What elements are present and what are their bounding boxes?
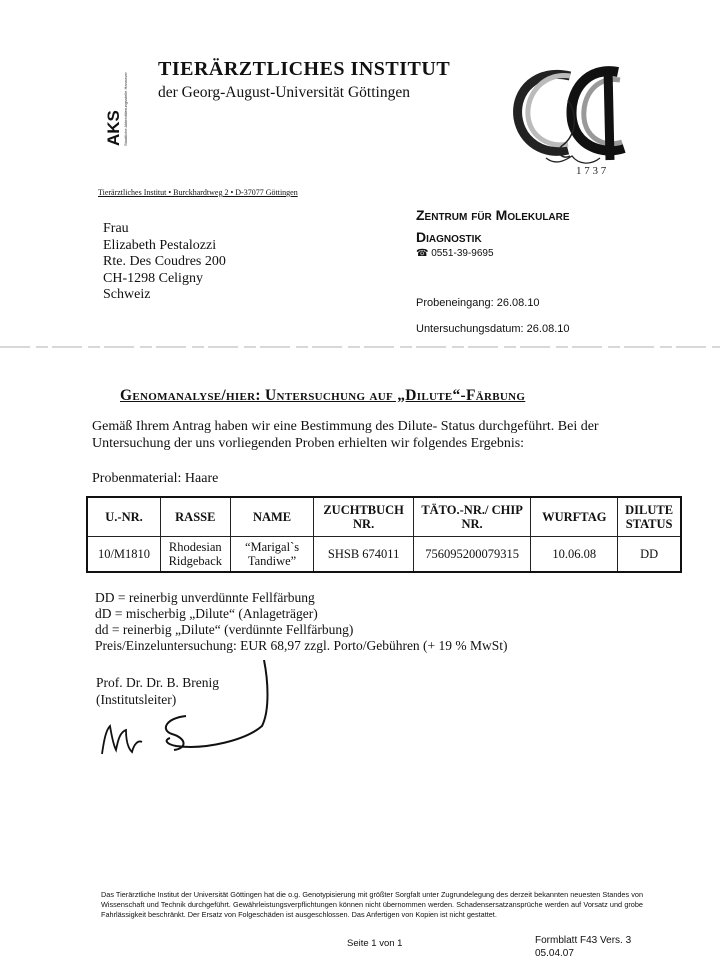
table-row [87,537,681,573]
handwritten-signatures [96,660,296,760]
institute-title: TIERÄRZTLICHES INSTITUT [158,58,451,80]
aks-logo-text: AKS [104,110,123,146]
signatory-role: (Institutsleiter) [96,692,177,707]
phone-icon: ☎ [416,248,429,259]
recipient-country: Schweiz [103,287,151,302]
form-name: Formblatt F43 Vers. 3 [535,935,632,946]
col-header-name: NAME [230,497,314,537]
form-version [535,934,631,960]
probenmaterial: Probenmaterial: Haare [92,471,219,486]
col-header-wurftag: WURFTAG [531,497,618,537]
cell-wurftag: 10.06.08 [531,537,618,573]
table-header-row [87,497,681,537]
form-date: 05.04.07 [535,948,574,959]
col-header-rasse: RASSE [161,497,231,537]
center-name [416,204,570,248]
cell-dilute: DD [618,537,681,573]
document-heading: Genomanalyse/hier: Untersuchung auf „Dilute“-Färbung [120,387,526,404]
page-number: Seite 1 von 1 [347,938,403,949]
recipient-street: Rte. Des Coudres 200 [103,254,226,269]
recipient-city: CH-1298 Celigny [103,271,203,286]
intro-paragraph: Gemäß Ihrem Antrag haben wir eine Bestimmung des Dilute- Status durchgeführt. Bei der Untersuchung der uns vorliegenden Proben erhielten wir folgendes Ergebnis: [92,419,599,451]
col-header-chip: TÄTO.-NR./ CHIP NR. [413,497,531,537]
recipient-name: Elizabeth Pestalozzi [103,238,217,253]
cell-chip: 756095200079315 [413,537,531,573]
signatory-name: Prof. Dr. Dr. B. Brenig [96,675,219,690]
untersuchungsdatum: Untersuchungsdatum: 26.08.10 [416,323,570,335]
institute-subtitle: der Georg-August-Universität Göttingen [158,84,410,101]
probeneingang-date: Probeneingang: 26.08.10 [416,297,540,309]
fold-line [0,345,720,349]
col-header-dilute: DILUTE STATUS [618,497,681,537]
disclaimer-text: Das Tierärztliche Institut der Universität Göttingen hat die o.g. Genotypisierung mit größter Sorgfalt unter Zugrundelegung des derzeit bekannten neuesten Standes von Wissenschaft und Technik durchgeführt. Gewährleistungsverpflichtungen können nicht übernommen werden. Schadensersatzansprüche werden auf Vorsatz und grobe Fahrlässigkeit beschränkt. Der Ersatz von Folgeschäden ist ausgeschlossen. Das Anfertigen von Kopien ist nicht gestattet. [101,890,643,919]
legend-dd-lower: dd = reinerbig „Dilute“ (verdünnte Fellfärbung) [95,622,354,637]
center-line-2: Diagnostik [416,229,482,245]
cell-rasse: Rhodesian Ridgeback [161,537,231,573]
university-seal-logo [508,60,643,178]
center-line-1: Zentrum für Molekulare [416,207,570,223]
seal-year: 1 7 3 7 [576,165,607,177]
phone-number: 0551-39-9695 [431,248,494,259]
center-phone [416,248,494,259]
sender-address-line: Tierärztliches Institut • Burckhardtweg 2 • D-37077 Göttingen [98,188,298,197]
recipient-salutation: Frau [103,221,129,236]
cell-name: “Marigal`s Tandiwe” [230,537,314,573]
aks-small-text: Staatliche Akkreditierungsstelle Hannover [123,72,128,146]
col-header-unr: U.-NR. [87,497,161,537]
price-line: Preis/Einzeluntersuchung: EUR 68,97 zzgl. Porto/Gebühren (+ 19 % MwSt) [95,638,508,653]
legend-dd-mixed: dD = mischerbig „Dilute“ (Anlageträger) [95,606,318,621]
result-table [86,496,682,573]
aks-accreditation-logo [95,58,129,148]
legend-dd-upper: DD = reinerbig unverdünnte Fellfärbung [95,590,315,605]
col-header-zuchtbuch: ZUCHTBUCH NR. [314,497,413,537]
cell-zuchtbuch: SHSB 674011 [314,537,413,573]
cell-unr: 10/M1810 [87,537,161,573]
